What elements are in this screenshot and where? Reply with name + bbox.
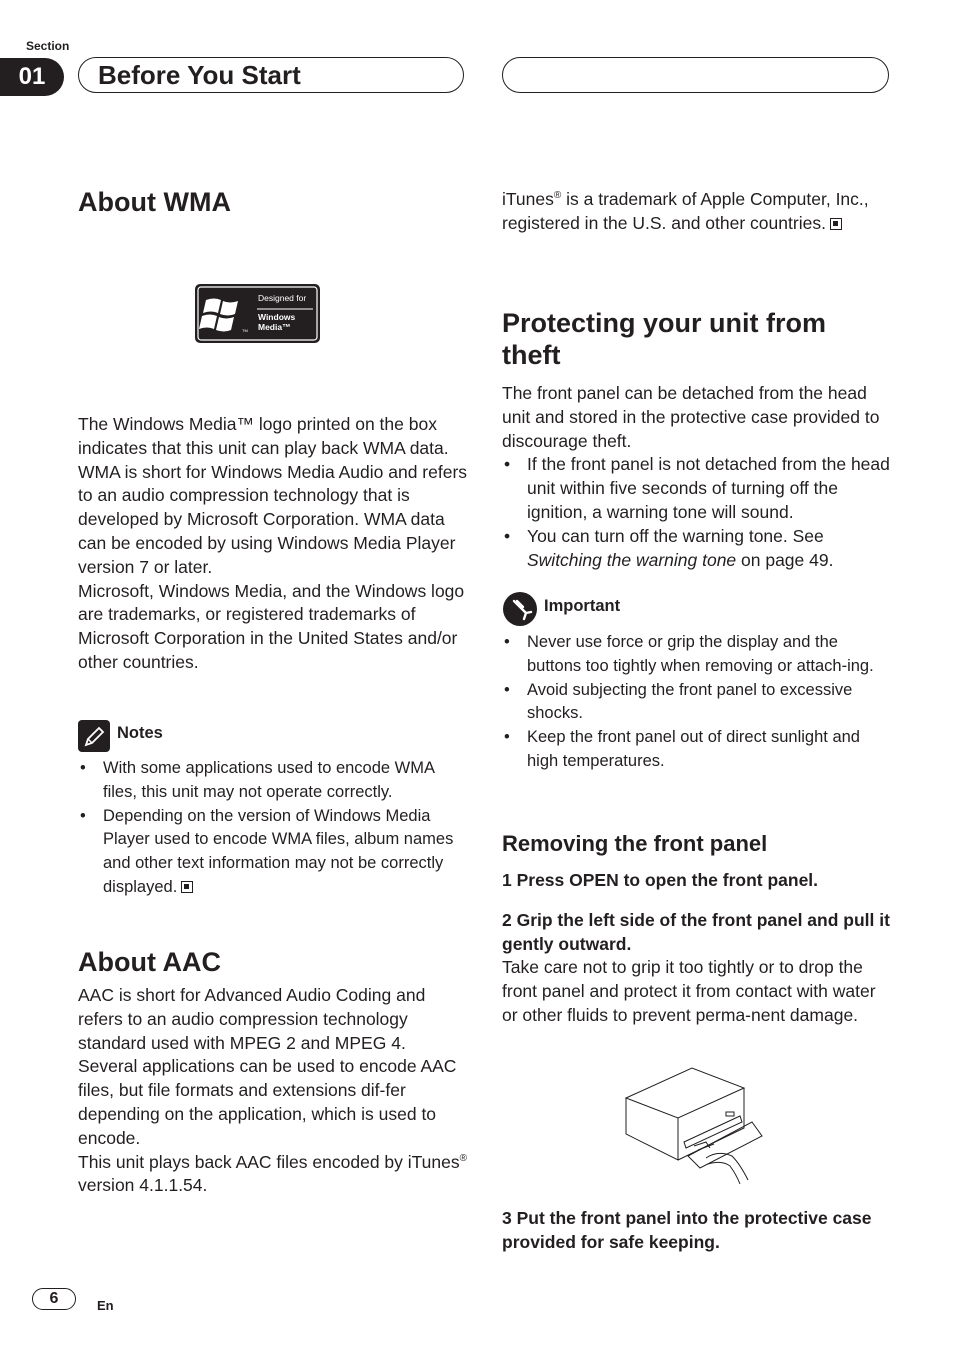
note-item-text: Depending on the version of Windows Media Player used to encode WMA files, album names and other text information may not be correctly displayed. (103, 806, 454, 896)
protect-bullet-pre: You can turn off the warning tone. See (527, 525, 824, 546)
wma-paragraph: Microsoft, Windows Media, and the Windows logo are trademarks, or registered trademarks of Microsoft Corporation in the United States and/or other countries. (78, 580, 465, 672)
removing-section (502, 831, 890, 1027)
front-panel-illustration (622, 1064, 766, 1188)
step-3-block (502, 1206, 890, 1254)
important-item: • Never use force or grip the display and the buttons too tightly when removing or attach-ing. (502, 631, 890, 679)
protect-bullet (502, 525, 890, 573)
important-list (502, 631, 890, 774)
logo-line1: Designed for (258, 293, 307, 303)
step-2-body: Take care not to grip it too tightly or to drop the front panel and protect it from contact with water or other fluids to prevent perma-nent damage. (502, 957, 876, 1025)
step-3: 3 Put the front panel into the protective case provided for safe keeping. (502, 1208, 872, 1252)
protect-bullet: • If the front panel is not detached from the head unit within five seconds of turning off the ignition, a warning tone will sound. (502, 453, 890, 524)
important-label: Important (544, 597, 621, 615)
trademark-pre: iTunes (502, 189, 554, 209)
registered-mark: ® (459, 1152, 468, 1164)
left-column (78, 186, 468, 218)
end-mark-icon (181, 881, 193, 893)
logo-line2: Windows (258, 312, 296, 322)
important-item: • Avoid subjecting the front panel to excessive shocks. (502, 679, 890, 727)
notes-list (78, 757, 468, 900)
warning-tone-reference: Switching the warning tone (527, 549, 737, 570)
aac-section (78, 946, 468, 1198)
registered-mark: ® (553, 190, 562, 202)
end-mark-icon (830, 218, 842, 230)
note-item: • With some applications used to encode WMA files, this unit may not operate correctly. (78, 757, 468, 805)
section-title: Before You Start (78, 57, 464, 93)
step-2: 2 Grip the left side of the front panel and pull it gently outward. (502, 910, 890, 954)
header-empty-box (502, 57, 889, 93)
step-1: 1 Press OPEN to open the front panel. (502, 870, 819, 890)
section-label: Section (26, 39, 70, 53)
notes-icon (78, 720, 110, 752)
aac-itunes-line (78, 1151, 468, 1199)
page-number: 6 (32, 1288, 76, 1310)
note-item (78, 805, 468, 900)
itunes-trademark (502, 188, 890, 236)
logo-line3: Media™ (258, 322, 291, 332)
language-code: En (97, 1298, 114, 1313)
windows-media-logo (194, 283, 321, 344)
wma-text (78, 413, 468, 675)
notes-label: Notes (117, 724, 163, 742)
about-aac-heading: About AAC (78, 947, 221, 977)
protect-bullet-post: on page 49. (736, 549, 834, 570)
wma-paragraph: The Windows Media™ logo printed on the box indicates that this unit can play back WMA data. (78, 414, 449, 458)
aac-paragraph: Several applications can be used to encode AAC files, but file formats and extensions dif-fer depending on the application, which is used to encode. (78, 1056, 457, 1148)
trademark-text (502, 188, 890, 236)
protect-intro: The front panel can be detached from the head unit and stored in the protective case provided to discourage theft. (502, 383, 880, 451)
about-wma-heading: About WMA (78, 187, 231, 217)
trademark-post: is a trademark of Apple Computer, Inc., registered in the U.S. and other countries. (502, 189, 869, 233)
protect-section (502, 307, 890, 572)
logo-tm: TM (242, 328, 248, 333)
aac-paragraph: AAC is short for Advanced Audio Coding and refers to an audio compression technology standard used with MPEG 2 and MPEG 4. (78, 985, 426, 1053)
protect-heading: Protecting your unit from theft (502, 308, 826, 370)
aac-itunes-post: version 4.1.1.54. (78, 1175, 208, 1196)
removing-heading: Removing the front panel (502, 831, 768, 856)
aac-itunes-pre: This unit plays back AAC files encoded by iTunes (78, 1151, 460, 1172)
section-number: 01 (0, 58, 64, 96)
important-icon (503, 592, 537, 626)
important-item: • Keep the front panel out of direct sunlight and high temperatures. (502, 726, 890, 774)
wma-paragraph: WMA is short for Windows Media Audio and refers to an audio compression technology that is developed by Microsoft Corporation. WMA data can be encoded by using Windows Media Player version 7 or later. (78, 461, 468, 577)
